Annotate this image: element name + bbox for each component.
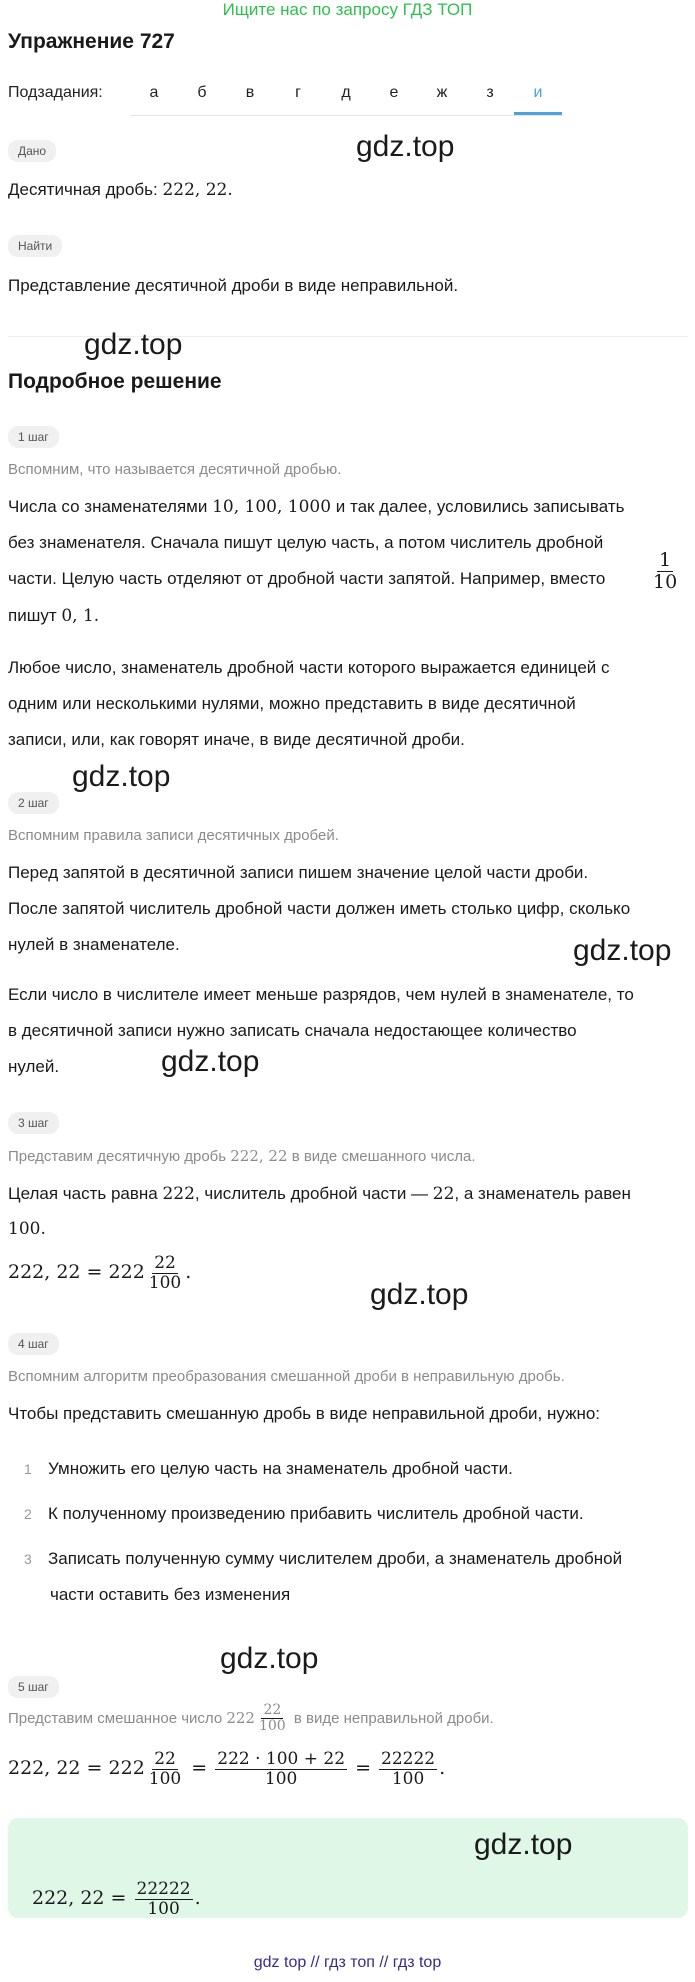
find-text: Представление десятичной дроби в виде неправильной.: [8, 276, 459, 295]
step5-hint: Представим смешанное число 222 $\frac{22}{100}$ в виде неправильной дроби.: [8, 1702, 494, 1735]
footer-separator: //: [374, 1954, 393, 1971]
footer-link[interactable]: гдз top: [392, 1954, 442, 1971]
step5-equation: 222, 22 = 222 $\frac{22}{100}$ = $\frac{222 \cdot 100 + 22}{100}$ = $\frac{22222}{100}$ .: [8, 1749, 446, 1789]
subtask-tab-z[interactable]: з: [486, 84, 494, 101]
watermark: gdz.top: [84, 328, 183, 361]
step4-tag: 4 шаг: [8, 1333, 59, 1355]
subtask-tab-e[interactable]: е: [389, 84, 399, 101]
list-item-continuation: части оставить без изменения: [50, 1585, 291, 1604]
step3-tag: 3 шаг: [8, 1112, 59, 1134]
subtask-tab-v[interactable]: в: [245, 84, 255, 101]
step2-line2: После запятой числитель дробной части должен иметь столько цифр, сколько: [8, 899, 631, 918]
page-title: Упражнение 727: [8, 30, 175, 53]
step1-p1-line4: пишут 0, 1.: [8, 606, 100, 626]
watermark: gdz.top: [370, 1278, 469, 1311]
answer-equation: 222, 22 = $\frac{22222}{100}$ .: [32, 1879, 201, 1919]
step2-hint: Вспомним правила записи десятичных дробей.: [8, 827, 339, 844]
subtask-tab-g[interactable]: г: [295, 84, 301, 101]
step2-line5: в десятичной записи нужно записать сначала недостающее количество: [8, 1021, 577, 1040]
step4-hint: Вспомним алгоритм преобразования смешанной дроби в неправильную дробь.: [8, 1368, 565, 1385]
step1-p2-line1: Любое число, знаменатель дробной части которого выражается единицей с: [8, 658, 610, 677]
step2-line1: Перед запятой в десятичной записи пишем значение целой части дроби.: [8, 863, 589, 882]
step3-line1: Целая часть равна 222, числитель дробной части — 22, а знаменатель равен: [8, 1184, 631, 1204]
step3-hint: Представим десятичную дробь 222, 22 в виде смешанного числа.: [8, 1147, 476, 1165]
watermark: gdz.top: [573, 934, 672, 967]
step1-fraction: $\frac{1}{10}$: [653, 549, 678, 593]
footer-link[interactable]: гдз топ: [324, 1954, 375, 1971]
subtask-tab-b[interactable]: б: [197, 84, 207, 101]
given-text: Десятичная дробь: 222, 22.: [8, 180, 233, 200]
step2-line4: Если число в числителе имеет меньше разрядов, чем нулей в знаменателе, то: [8, 985, 634, 1004]
given-tag: Дано: [8, 140, 56, 162]
step3-line2: 100.: [8, 1219, 46, 1239]
step2-line6: нулей.: [8, 1057, 60, 1076]
step1-p2-line2: одним или несколькими нулями, можно представить в виде десятичной: [8, 694, 576, 713]
step1-tag: 1 шаг: [8, 426, 59, 448]
step2-tag: 2 шаг: [8, 792, 59, 814]
step1-hint: Вспомним, что называется десятичной дробью.: [8, 461, 342, 478]
subtasks-tabs: [130, 78, 564, 116]
step1-p2-line3: записи, или, как говорят иначе, в виде десятичной дроби.: [8, 730, 465, 749]
subtasks-label: Подзадания:: [8, 84, 103, 101]
watermark: gdz.top: [474, 1828, 573, 1861]
watermark: gdz.top: [356, 130, 455, 163]
footer-link[interactable]: gdz top: [253, 1954, 307, 1971]
subtask-tab-i[interactable]: и: [514, 78, 562, 115]
footer-separator: //: [306, 1954, 325, 1971]
step2-line3: нулей в знаменателе.: [8, 935, 180, 954]
watermark: gdz.top: [161, 1045, 260, 1078]
subtask-tab-d[interactable]: д: [341, 84, 351, 101]
step5-tag: 5 шаг: [8, 1676, 59, 1698]
list-item: 1 Умножить его целую часть на знаменатель дробной части.: [24, 1459, 513, 1478]
subtask-tab-zh[interactable]: ж: [436, 84, 448, 101]
find-tag: Найти: [8, 235, 62, 257]
search-banner: Ищите нас по запросу ГДЗ ТОП: [222, 0, 473, 19]
footer-links: [0, 1954, 695, 1972]
list-item: 2 К полученному произведению прибавить числитель дробной части.: [24, 1504, 584, 1523]
step1-p1-line2: без знаменателя. Сначала пишут целую часть, а потом числитель дробной: [8, 533, 604, 552]
step3-equation: 222, 22 = 222 $\frac{22}{100}$ .: [8, 1253, 192, 1293]
step1-p1-line1: Числа со знаменателями 10, 100, 1000 и так далее, условились записывать: [8, 497, 625, 517]
solution-title: Подробное решение: [8, 370, 222, 393]
watermark: gdz.top: [72, 760, 171, 793]
subtask-tab-a[interactable]: а: [149, 84, 159, 101]
watermark: gdz.top: [220, 1642, 319, 1675]
list-item: 3 Записать полученную сумму числителем дроби, а знаменатель дробной: [24, 1549, 623, 1568]
step4-intro: Чтобы представить смешанную дробь в виде неправильной дроби, нужно:: [8, 1404, 601, 1423]
step1-p1-line3: части. Целую часть отделяют от дробной части запятой. Например, вместо: [8, 569, 606, 588]
